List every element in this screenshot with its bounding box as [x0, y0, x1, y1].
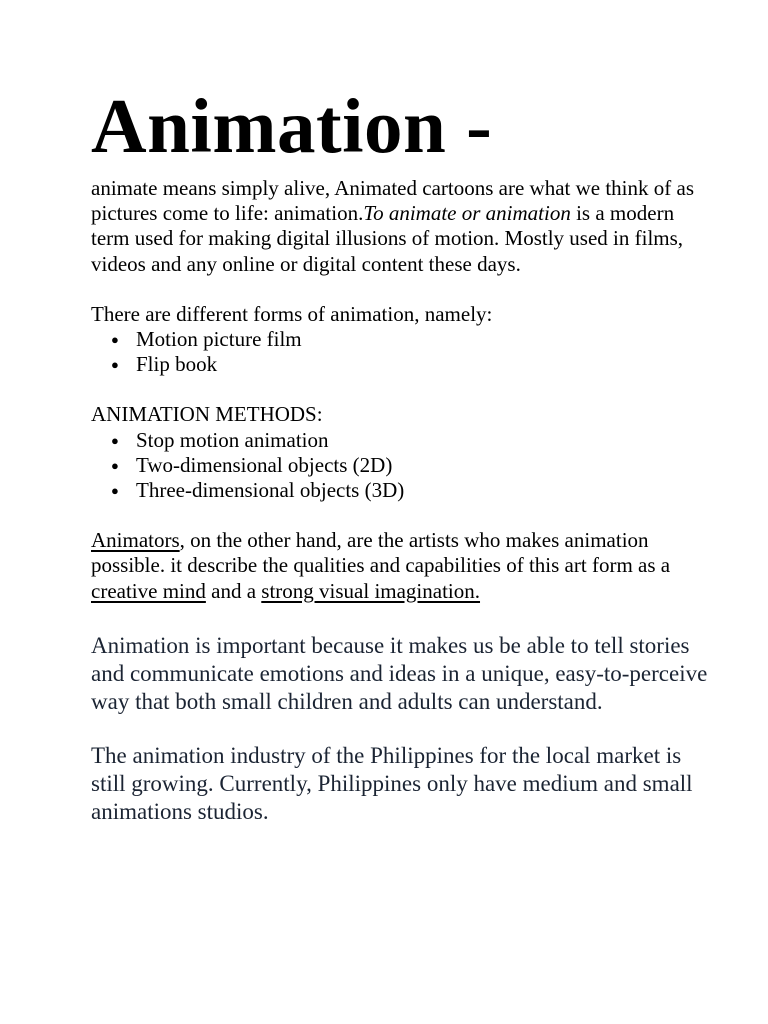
page-title: Animation - [91, 83, 493, 169]
animators-paragraph: Animators, on the other hand, are the artists who makes animation possible. it describe the qualities and capabilities of this art form as a creative mind and a strong visual imagination. [91, 528, 671, 603]
bullet-icon: ● [111, 332, 119, 348]
list-item: ● Stop motion animation [111, 427, 329, 452]
intro-text-2: is a modern term used for making digital illusions of motion. Mostly used in films, videos and any online or digital content these days. [91, 201, 684, 276]
list-item: ● Motion picture film [111, 327, 302, 352]
bullet-icon: ● [111, 457, 119, 473]
creative-mind-link[interactable]: creative mind [91, 578, 206, 603]
intro-paragraph [91, 176, 711, 277]
forms-heading: There are different forms of animation, namely: [91, 301, 493, 326]
forms-list [91, 327, 711, 377]
list-item: ● Two-dimensional objects (2D) [111, 452, 393, 477]
intro-text-1: animate means simply alive, Animated cartoons are what we think of as pictures come to life: animation. [91, 176, 694, 226]
list-item: ● Three-dimensional objects (3D) [111, 478, 405, 503]
methods-heading: ANIMATION METHODS: [91, 402, 323, 427]
list-item: ● Flip book [111, 352, 218, 377]
animators-link[interactable]: Animators [91, 528, 180, 553]
importance-paragraph: Animation is important because it makes us be able to tell stories and communicate emotions and ideas in a unique, easy-to-perceive way that both small children and adults can understand. [91, 632, 708, 714]
bullet-icon: ● [111, 357, 119, 373]
bullet-icon: ● [111, 432, 119, 448]
methods-list [91, 428, 711, 504]
bullet-icon: ● [111, 483, 119, 499]
visual-imagination-link[interactable]: strong visual imagination. [261, 578, 481, 603]
industry-paragraph: The animation industry of the Philippines for the local market is still growing. Currently, Philippines only have medium and small animations studios. [91, 742, 693, 824]
intro-italic: To animate or animation [363, 201, 571, 226]
document-page [91, 78, 711, 826]
